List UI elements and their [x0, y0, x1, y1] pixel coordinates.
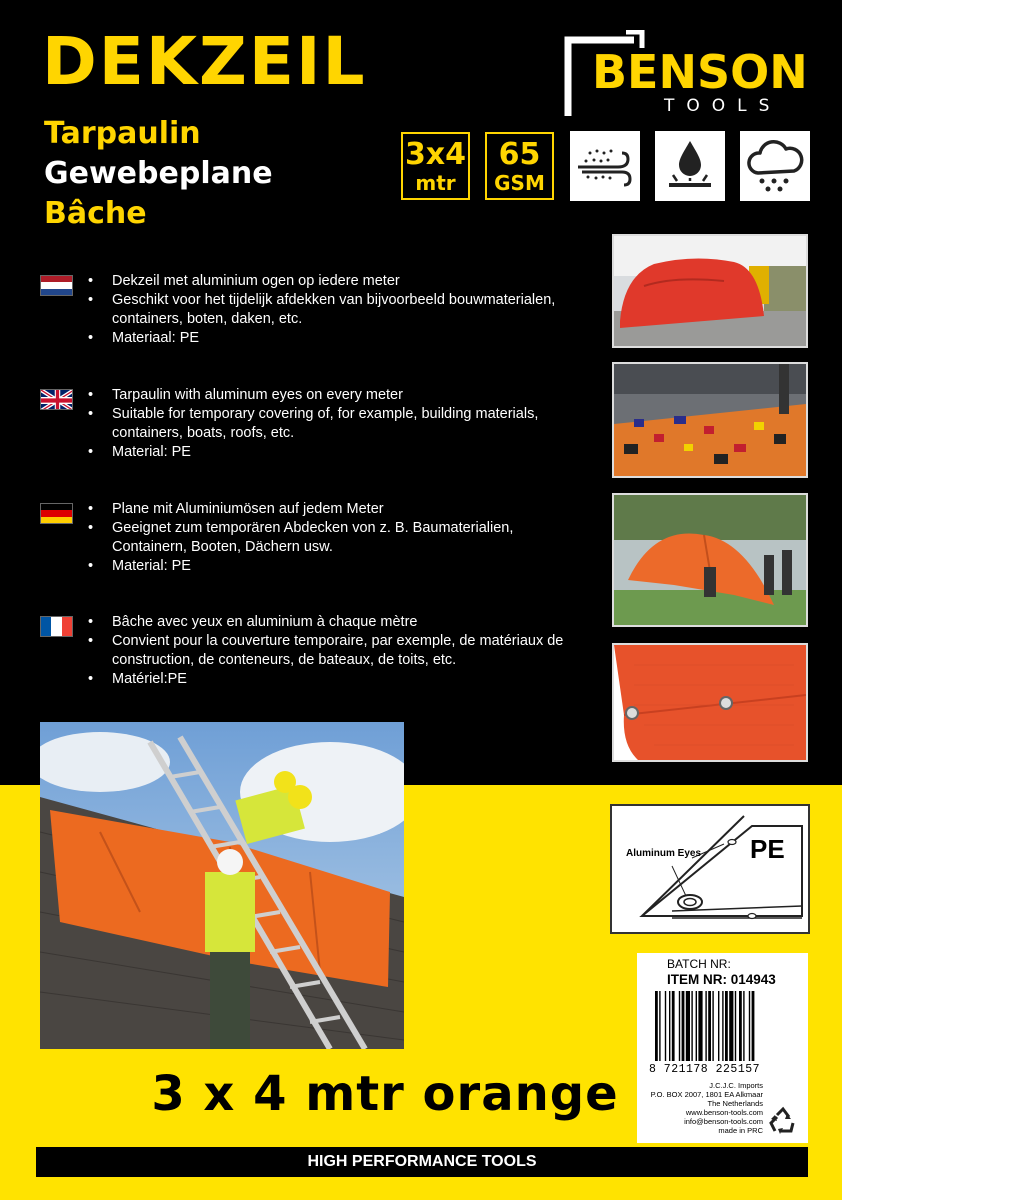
brand-name: BENSON	[592, 45, 808, 99]
weight-badge-value: 65	[498, 137, 541, 172]
list-item: • Tarpaulin with aluminum eyes on every meter	[88, 386, 588, 405]
list-item: • Bâche avec yeux en aluminium à chaque mètre	[88, 613, 608, 632]
rain-cloud-icon	[740, 131, 810, 201]
list-item: • Convient pour la couverture temporaire, par exemple, de matériaux de construction, de conteneurs, de bateaux, de toits, etc.	[88, 632, 608, 670]
subtitle-german: Gewebeplane	[44, 156, 273, 191]
french-description	[88, 613, 608, 689]
slogan-bar: HIGH PERFORMANCE TOOLS	[36, 1147, 808, 1177]
address-line: J.C.J.C. Imports	[709, 1081, 763, 1090]
photo-covered-goods	[612, 234, 808, 348]
german-flag-icon	[40, 503, 73, 524]
material-label: PE	[750, 834, 785, 864]
weight-badge	[485, 132, 554, 200]
photo-tarp-shelter	[612, 493, 808, 627]
address-line: made in PRC	[718, 1126, 763, 1135]
photo-tarp-closeup	[612, 643, 808, 762]
weight-badge-unit: GSM	[494, 171, 545, 195]
list-item: • Material: PE	[88, 443, 588, 462]
list-item: • Matériel:PE	[88, 670, 608, 689]
aluminum-eyes-label: Aluminum Eyes	[626, 848, 702, 859]
list-item: • Dekzeil met aluminium ogen op iedere meter	[88, 272, 588, 291]
german-description	[88, 500, 588, 576]
address-line: www.benson-tools.com	[685, 1108, 763, 1117]
product-title: DEKZEIL	[42, 23, 367, 100]
uk-flag-icon	[40, 389, 73, 410]
barcode	[655, 991, 791, 1061]
barcode-number: 8 721178 225157	[649, 1063, 761, 1076]
french-flag-icon	[40, 616, 73, 637]
size-badge	[401, 132, 470, 200]
list-item: • Materiaal: PE	[88, 329, 588, 348]
subtitle-french: Bâche	[44, 196, 147, 231]
dutch-description	[88, 272, 588, 348]
photo-roof-workers	[40, 722, 404, 1049]
photo-market-stall	[612, 362, 808, 478]
address-line: P.O. BOX 2007, 1801 EA Alkmaar	[650, 1090, 763, 1099]
address-line: info@benson-tools.com	[684, 1117, 763, 1126]
dutch-flag-icon	[40, 275, 73, 296]
list-item: • Geeignet zum temporären Abdecken von z. B. Baumaterialien, Containern, Booten, Dächern usw.	[88, 519, 588, 557]
recycle-icon	[767, 1105, 799, 1137]
subtitle-english: Tarpaulin	[44, 116, 201, 151]
address-line: The Netherlands	[707, 1099, 763, 1108]
item-number: ITEM NR: 014943	[667, 972, 776, 987]
list-item: • Plane mit Aluminiumösen auf jedem Meter	[88, 500, 588, 519]
size-badge-unit: mtr	[415, 171, 456, 195]
water-drop-icon	[655, 131, 725, 201]
size-badge-value: 3x4	[404, 137, 467, 172]
batch-number: BATCH NR:	[667, 957, 731, 971]
wind-rain-icon	[570, 131, 640, 201]
benson-logo	[564, 30, 814, 120]
english-description	[88, 386, 588, 462]
material-diagram	[610, 804, 810, 934]
list-item: • Suitable for temporary covering of, for example, building materials, containers, boats, roofs, etc.	[88, 405, 588, 443]
size-color-label: 3 x 4 mtr orange	[151, 1066, 619, 1122]
list-item: • Geschikt voor het tijdelijk afdekken van bijvoorbeeld bouwmaterialen, containers, boten, daken, etc.	[88, 291, 588, 329]
brand-tagline: TOOLS	[664, 96, 782, 116]
list-item: • Material: PE	[88, 557, 588, 576]
